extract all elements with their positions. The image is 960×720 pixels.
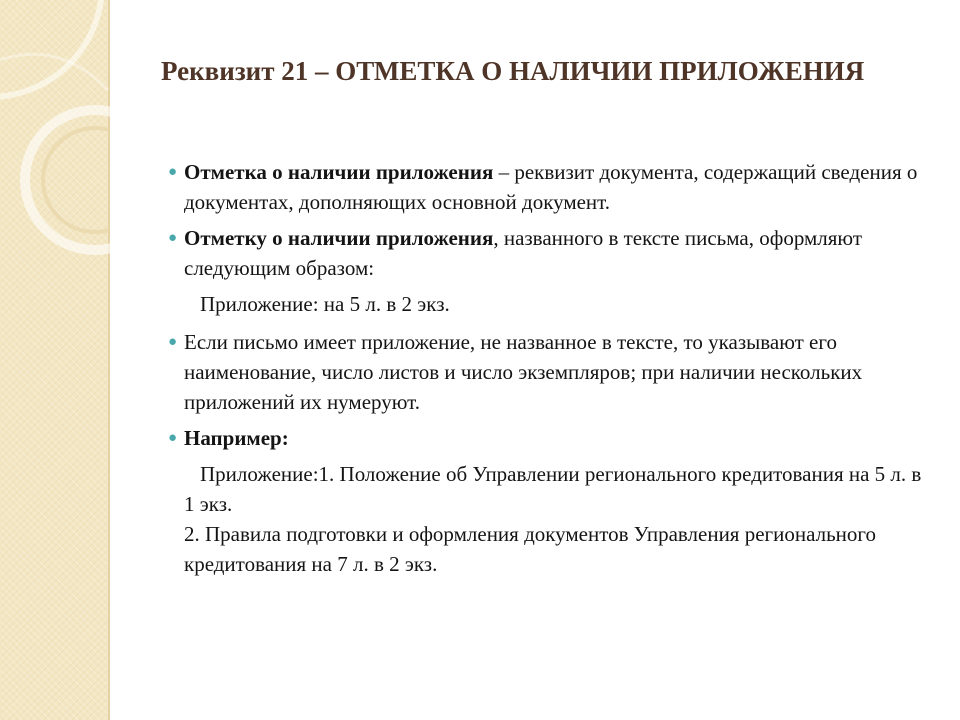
bullet-icon: ● xyxy=(168,334,178,350)
term-bold: Отметка о наличии приложения xyxy=(184,160,494,184)
term-bold: Например: xyxy=(184,426,289,450)
bullet-icon: ● xyxy=(168,430,178,446)
example-block xyxy=(162,459,932,579)
bullet-text: , названного в тексте письма, оформляют следующим образом: xyxy=(184,226,863,280)
slide-body xyxy=(162,157,932,587)
example-text: 2. Правила подготовки и оформления документов Управления регионального кредитования на 7 л. в 2 экз. xyxy=(184,522,877,576)
term-bold: Отметку о наличии приложения xyxy=(184,226,494,250)
bullet-item xyxy=(162,327,932,417)
bullet-text: Если письмо имеет приложение, не названное в тексте, то указывают его наименование, число листов и число экземпляров; при наличии нескольких приложений их нумеруют. xyxy=(184,330,863,414)
bullet-item xyxy=(162,223,932,283)
slide-title: Реквизит 21 – ОТМЕТКА О НАЛИЧИИ ПРИЛОЖЕНИЯ xyxy=(161,56,865,86)
bullet-icon: ● xyxy=(168,230,178,246)
example-line xyxy=(162,289,932,319)
bullet-text: – реквизит документа, содержащий сведения о документах, дополняющих основной документ. xyxy=(184,160,918,214)
bullet-item xyxy=(162,423,932,453)
decorative-rings xyxy=(0,0,110,720)
example-text: Приложение:1. Положение об Управлении регионального кредитования на 5 л. в 1 экз. xyxy=(184,462,922,516)
decorative-side-panel xyxy=(0,0,110,720)
example-text: Приложение: на 5 л. в 2 экз. xyxy=(200,292,450,316)
bullet-item xyxy=(162,157,932,217)
bullet-icon: ● xyxy=(168,164,178,180)
